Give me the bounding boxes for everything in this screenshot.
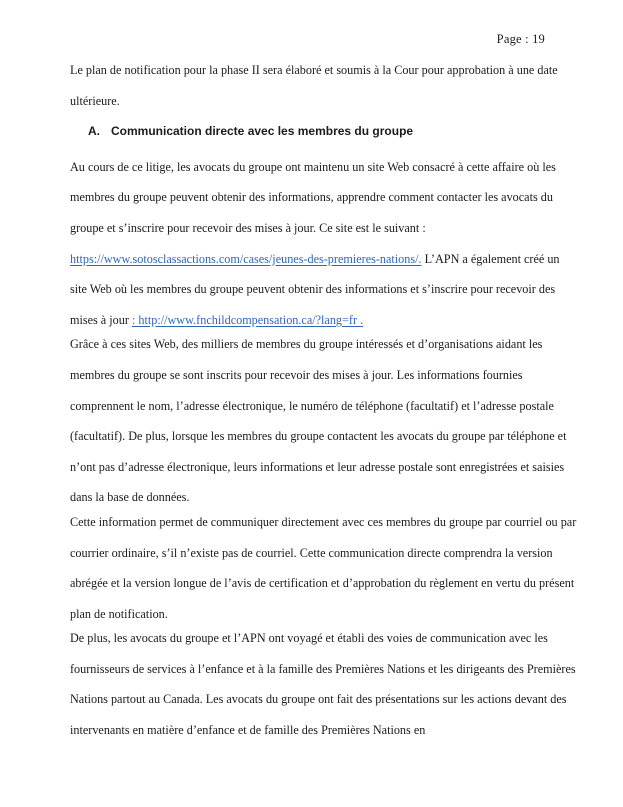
- web-paragraph-text-before-link: Au cours de ce litige, les avocats du groupe ont maintenu un site Web consacré à cette affaire où les membres du groupe peuvent obtenir des informations, apprendre comment contacter les avocats du groupe et s’inscrire pour recevoir des mises à jour. Ce site est le suivant :: [70, 159, 556, 235]
- page-number: Page : 19: [496, 32, 545, 46]
- web-paragraph: [70, 152, 578, 336]
- fnchildcompensation-link-colon[interactable]: :: [131, 312, 139, 327]
- web-paragraph-text-between-links: L’APN a également créé un site Web où les membres du groupe peuvent obtenir des informations et s’inscrire pour recevoir des mises à jour: [70, 251, 560, 327]
- sotos-class-actions-link[interactable]: https://www.sotosclassactions.com/cases/jeunes-des-premieres-nations/.: [70, 251, 422, 266]
- intro-paragraph: Le plan de notification pour la phase II sera élaboré et soumis à la Cour pour approbation à une date ultérieure.: [70, 63, 558, 108]
- document-content: [70, 55, 578, 746]
- registration-paragraph: Grâce à ces sites Web, des milliers de membres du groupe intéressés et d’organisations aidant les membres du groupe se sont inscrits pour recevoir des mises à jour. Les informations fournies comprennent le nom, l’adresse électronique, le numéro de téléphone (facultatif) et l’adresse postale (facultatif). De plus, lorsque les membres du groupe contactent les avocats du groupe par téléphone et n’ont pas d’adresse électronique, leurs informations et leur adresse postale sont enregistrées et saisies dans la base de données.: [70, 337, 567, 505]
- heading-marker: A.: [88, 124, 100, 139]
- fnchildcompensation-link[interactable]: http://www.fnchildcompensation.ca/?lang=fr: [138, 312, 358, 327]
- fnchildcompensation-link-period[interactable]: .: [357, 312, 364, 327]
- section-heading: [88, 116, 578, 147]
- outreach-paragraph: De plus, les avocats du groupe et l’APN ont voyagé et établi des voies de communication avec les fournisseurs de services à l’enfance et à la famille des Premières Nations et les dirigeants des Premières Nations partout au Canada. Les avocats du groupe ont fait des présentations sur les actions devant des intervenants en matière d’enfance et de famille des Premières Nations en: [70, 631, 576, 738]
- direct-communication-paragraph: Cette information permet de communiquer directement avec ces membres du groupe par courriel ou par courrier ordinaire, s’il n’existe pas de courriel. Cette communication directe comprendra la version abrégée et la version longue de l’avis de certification et d’approbation du règlement en vertu du présent plan de notification.: [70, 514, 577, 621]
- heading-text: Communication directe avec les membres du groupe: [111, 124, 414, 139]
